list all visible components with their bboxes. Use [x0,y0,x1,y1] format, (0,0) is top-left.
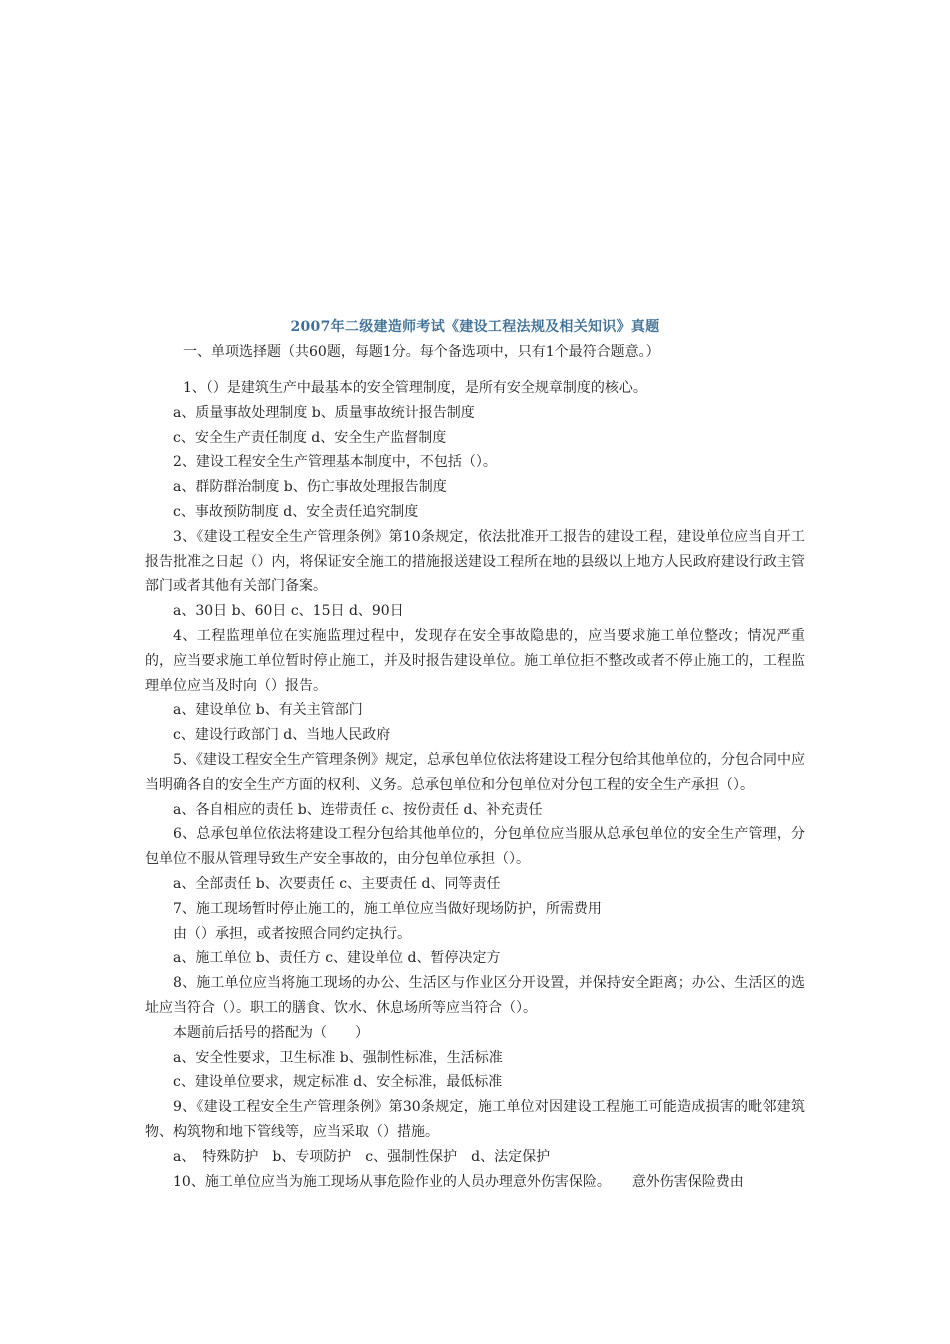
question-4-options-ab: a、建设单位 b、有关主管部门 [173,702,363,719]
section-heading: 一、单项选择题（共60题，每题1分。每个备选项中，只有1个最符合题意。） [183,344,660,360]
question-5: 5、《建设工程安全生产管理条例》规定，总承包单位依法将建设工程分包给其他单位的，分包合同中应当明确各自的安全生产方面的权利、义务。总承包单位和分包单位对分包工程的安全生产承担（）。 [145,751,805,793]
question-9-options: a、 特殊防护 b、专项防护 c、强制性保护 d、法定保护 [173,1148,551,1165]
question-8: 8、施工单位应当将施工现场的办公、生活区与作业区分开设置，并保持安全距离；办公、生活区的选址应当符合（）。职工的膳食、饮水、休息场所等应当符合（）。 [145,975,805,1016]
question-6-options: a、全部责任 b、次要责任 c、主要责任 d、同等责任 [173,875,501,892]
question-10: 10、施工单位应当为施工现场从事危险作业的人员办理意外伤害保险。 意外伤害保险费由 [173,1173,744,1190]
question-4: 4、工程监理单位在实施监理过程中，发现存在安全事故隐患的，应当要求施工单位整改；情况严重的，应当要求施工单位暂时停止施工，并及时报告建设单位。施工单位拒不整改或者不停止施工的，工程监理单位应当及时向（）报告。 [145,627,805,694]
question-2-options-cd: c、事故预防制度 d、安全责任追究制度 [173,503,419,520]
question-4-options-cd: c、建设行政部门 d、当地人民政府 [173,727,391,744]
question-7-line-1: 7、施工现场暂时停止施工的，施工单位应当做好现场防护，所需费用 [173,900,602,917]
question-8-options-cd: c、建设单位要求，规定标准 d、安全标准，最低标准 [173,1074,503,1091]
question-8-note: 本题前后括号的搭配为（ ） [173,1024,369,1041]
document-body [145,376,805,1194]
question-2-options-ab: a、群防群治制度 b、伤亡事故处理报告制度 [173,479,447,496]
question-6: 6、总承包单位依法将建设工程分包给其他单位的，分包单位应当服从总承包单位的安全生产管理，分包单位不服从管理导致生产安全事故的，由分包单位承担（）。 [145,826,805,868]
question-2: 2、建设工程安全生产管理基本制度中，不包括（）。 [173,454,497,471]
question-8-options-ab: a、安全性要求，卫生标准 b、强制性标准，生活标准 [173,1049,503,1066]
question-7-line-2: 由（）承担，或者按照合同约定执行。 [173,925,411,942]
question-1-options-ab: a、质量事故处理制度 b、质量事故统计报告制度 [173,404,475,421]
question-9: 9、《建设工程安全生产管理条例》第30条规定，施工单位对因建设工程施工可能造成损害的毗邻建筑物、构筑物和地下管线等，应当采取（）措施。 [145,1099,805,1140]
question-1-options-cd: c、安全生产责任制度 d、安全生产监督制度 [173,429,447,446]
document-title: 2007年二级建造师考试《建设工程法规及相关知识》真题 [290,319,660,335]
question-3-options: a、30日 b、60日 c、15日 d、90日 [173,603,404,620]
question-3: 3、《建设工程安全生产管理条例》第10条规定，依法批准开工报告的建设工程，建设单位应当自开工报告批准之日起（）内，将保证安全施工的措施报送建设工程所在地的县级以上地方人民政府建设行政主管部门或者其他有关部门备案。 [145,528,805,595]
question-5-options: a、各自相应的责任 b、连带责任 c、按份责任 d、补充责任 [173,801,543,818]
question-7-options: a、施工单位 b、责任方 c、建设单位 d、暂停决定方 [173,950,501,967]
question-1: 1、（）是建筑生产中最基本的安全管理制度，是所有安全规章制度的核心。 [183,380,647,396]
